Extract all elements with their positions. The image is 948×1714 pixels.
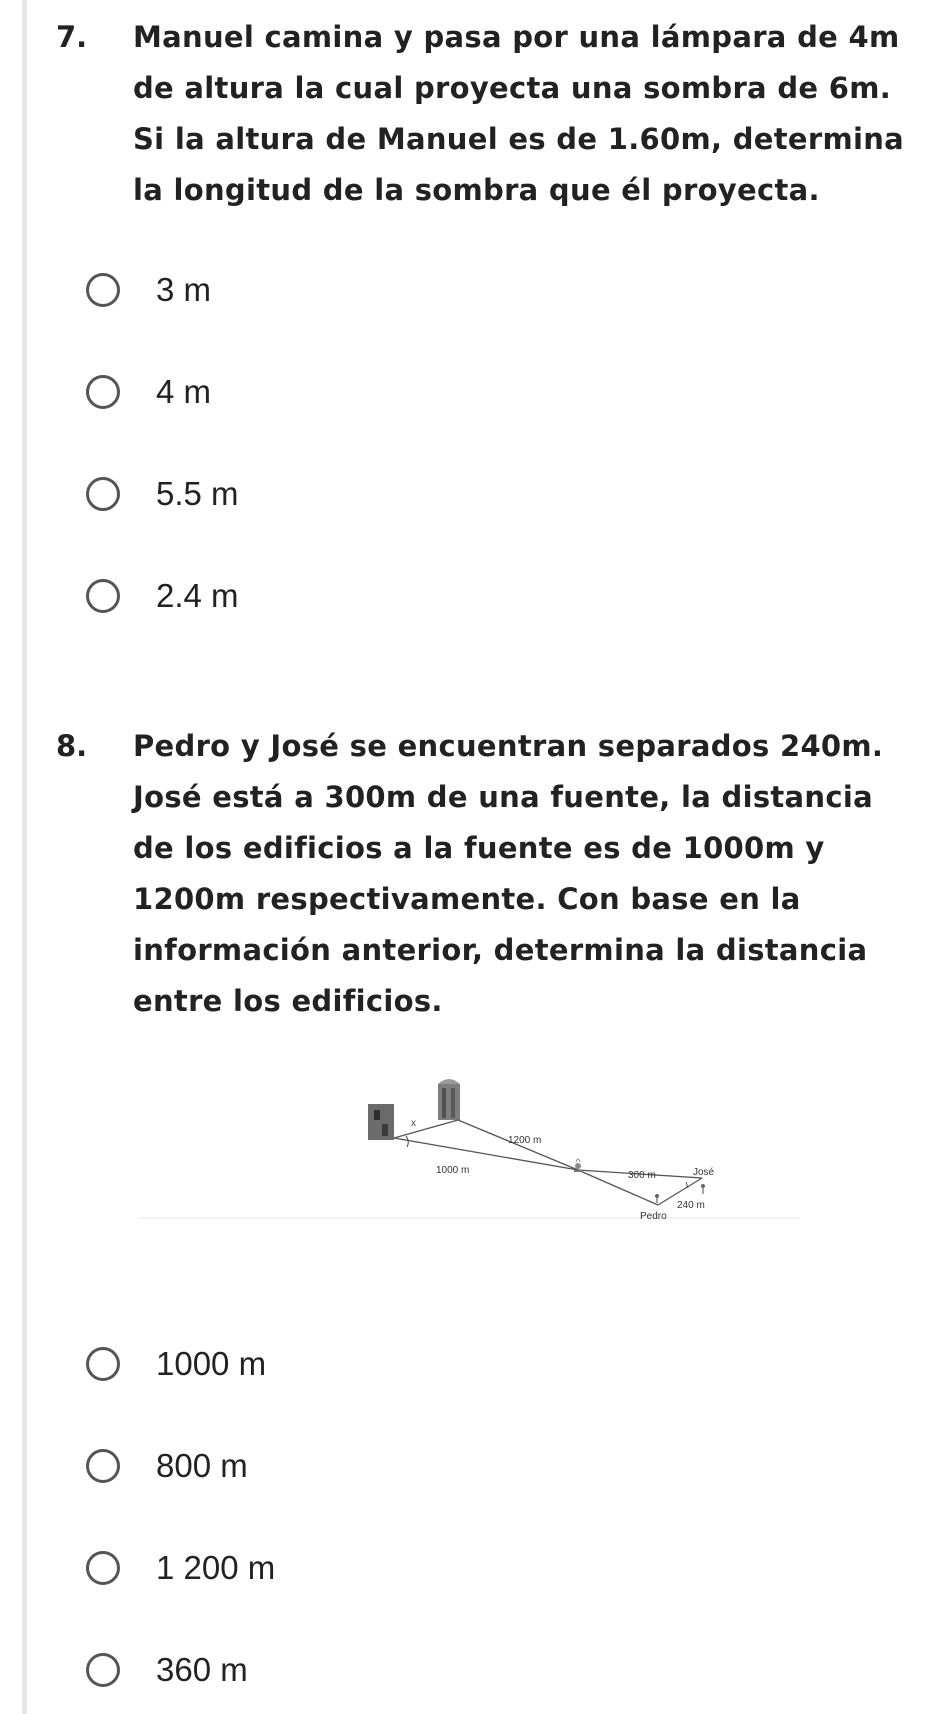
line-x [394,1120,458,1138]
radio-button[interactable] [86,579,120,613]
question-text [133,12,943,216]
option-label: 4 m [156,373,212,410]
option-3m[interactable] [86,268,211,312]
option-label: 360 m [156,1651,248,1688]
angle-left [406,1136,408,1147]
option-4m[interactable] [86,370,211,414]
radio-button[interactable] [86,1653,120,1687]
label-x: x [411,1118,416,1129]
option-360m[interactable] [86,1648,248,1692]
question-number: 7. [56,20,88,54]
option-800m[interactable] [86,1444,248,1488]
option-5-5m[interactable] [86,472,239,516]
option-label: 1 200 m [156,1549,276,1586]
building-left-icon [368,1104,394,1140]
jose-person-icon [701,1184,705,1194]
label-300: 300 m [628,1170,656,1181]
label-240: 240 m [677,1200,705,1211]
option-1000m[interactable] [86,1342,266,1386]
label-jose: José [693,1167,715,1178]
question-line: entre los edificios. [133,984,443,1018]
radio-button[interactable] [86,477,120,511]
option-2-4m[interactable] [86,574,239,618]
question-line: 1200m respectivamente. Con base en la [133,882,801,916]
building-right-icon [438,1079,460,1120]
buildings-diagram [140,1070,800,1250]
radio-button[interactable] [86,1449,120,1483]
label-1200: 1200 m [508,1135,542,1146]
option-label: 3 m [156,271,212,308]
question-line: José está a 300m de una fuente, la distancia [133,780,873,814]
question-line: de altura la cual proyecta una sombra de 6m. [133,71,892,105]
radio-button[interactable] [86,273,120,307]
pedro-person-icon [655,1194,659,1203]
option-label: 5.5 m [156,475,239,512]
option-1200m[interactable] [86,1546,275,1590]
question-line: Si la altura de Manuel es de 1.60m, determina [133,122,905,156]
radio-button[interactable] [86,1551,120,1585]
option-label: 1000 m [156,1345,267,1382]
question-line: Pedro y José se encuentran separados 240m. [133,729,884,763]
label-pedro: Pedro [640,1211,667,1222]
question-line: de los edificios a la fuente es de 1000m y [133,831,825,865]
question-line: información anterior, determina la distancia [133,933,868,967]
option-label: 2.4 m [156,577,239,614]
line-1000 [394,1138,578,1170]
option-label: 800 m [156,1447,248,1484]
question-line: la longitud de la sombra que él proyecta. [133,173,820,207]
radio-button[interactable] [86,375,120,409]
left-border [22,0,27,1714]
label-1000: 1000 m [436,1165,470,1176]
question-text [133,721,943,1027]
question-number: 8. [56,729,88,763]
question-line: Manuel camina y pasa por una lámpara de 4m [133,20,900,54]
radio-button[interactable] [86,1347,120,1381]
